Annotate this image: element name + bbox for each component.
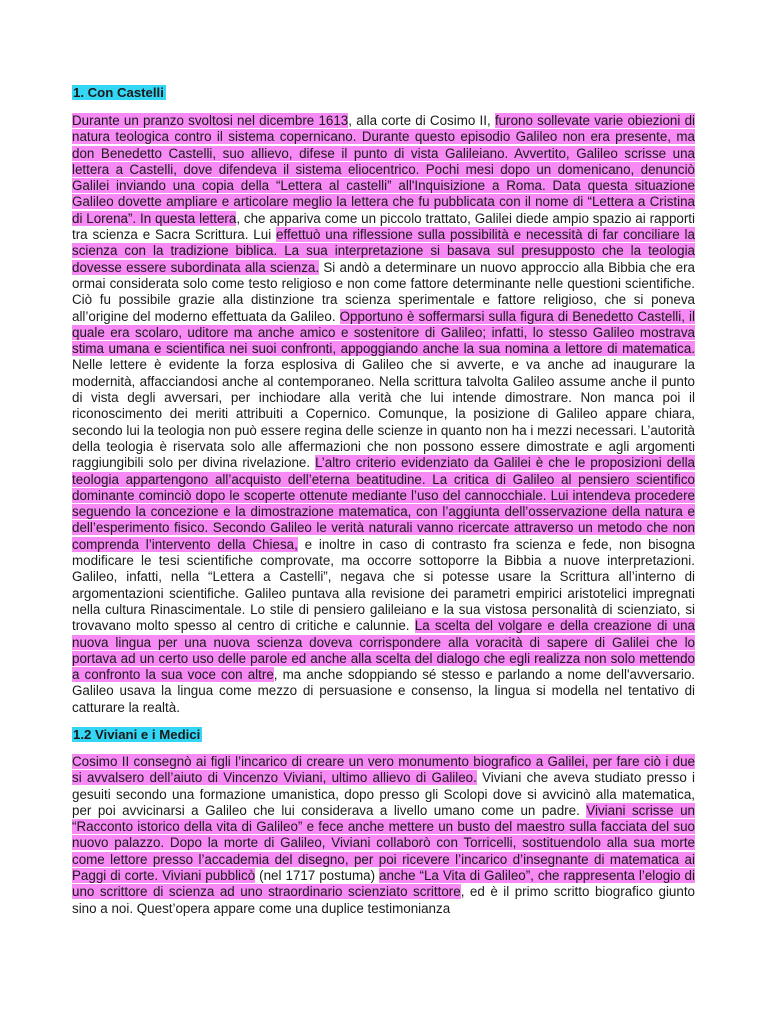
text-segment: , ed è il primo scritto biografico giunto sino a noi. Quest’opera appare come una duplice testimonianza: [72, 884, 695, 916]
highlighted-text: Viviani scrisse un “Racconto istorico della vita di Galileo” e fece anche mettere un busto del maestro sulla facciata del suo nuovo palazzo. Dopo la morte di Galileo, Viviani collaborò con Torricelli, sostituendolo alla sua morte come lettore presso l’accademia del disegno, per poi ricevere l’incarico d’insegnante di matematica ai Paggi di corte. Viviani pubblicò: [72, 802, 696, 884]
highlighted-text: anche “La Vita di Galileo”, che rappresenta l’elogio di uno scrittore di scienza ad uno straordinario scienziato scrittore: [72, 868, 695, 900]
section-heading: [72, 84, 695, 102]
text-segment: Nelle lettere è evidente la forza esplosiva di Galileo che si avverte, e va anche ad inaugurare la modernità, affacciandosi anche al contemporaneo. Nella scrittura talvolta Galileo assume anche il punto di vista degli avversari, per inchiodare alla verità che lui intende dimostrare. Non manca poi il riconoscimento dei meriti attribuiti a Copernico. Comunque, la posizione di Galileo appare chiara, secondo lui la teologia non può essere regina delle scienze in quanto non ha i mezzi necessari. L’autorità della teologia è riservata solo alle affermazioni che non possono essere dimostrate e agli argomenti raggiungibili solo per divina rivelazione.: [72, 357, 695, 471]
text-segment: Si andò a determinare un nuovo approccio alla Bibbia che era ormai considerata solo come testo religioso e non come fattore determinante nelle questioni scientifiche. Ciò fu possibile grazie alla distinzione tra scienza sperimentale e fattore religioso, che si poneva all’origine del moderno effettuata da Galileo.: [72, 259, 695, 324]
text-segment: (nel 1717 postuma): [255, 868, 380, 884]
section-heading: [72, 726, 695, 744]
section-paragraph: [72, 754, 695, 917]
text-segment: , alla corte di Cosimo II,: [348, 113, 495, 128]
heading-highlight: 1. Con Castelli: [73, 85, 164, 100]
section-paragraph: [72, 113, 695, 716]
text-segment: e inoltre in caso di contrasto fra scienza e fede, non bisogna modificare le tesi scientifiche comprovate, ma occorre sottoporre la Bibbia a nuove interpretazioni. Galileo, infatti, nella “Lettera a Castelli”, negava che si potesse usare la Scrittura all’interno di argomentazioni scientifiche. Galileo puntava alla revisione dei parametri empirici aristotelici impregnati nella cultura Rinascimentale. Lo stile di pensiero galileiano e la sua vistosa personalità di scienziato, si trovavano molto spesso al centro di critiche e calunnie.: [72, 536, 695, 634]
highlighted-text: Cosimo II consegnò ai figli l’incarico di creare un vero monumento biografico a Galilei, per fare ciò i due si avvalsero dell’aiuto di Vincenzo Viviani, ultimo allievo di Galileo.: [72, 753, 695, 786]
highlighted-text: Durante un pranzo svoltosi nel dicembre 1613: [72, 113, 349, 128]
highlighted-text: furono sollevate varie obiezioni di natura teologica contro il sistema copernicano. Durante questo episodio Galileo non era presente, ma don Benedetto Castelli, suo allievo, difese il punto di vista Galileiano. Avvertito, Galileo scrisse una lettera a Castelli, dove difendeva il sistema eliocentrico. Pochi mesi dopo un domenicano, denunciò Galilei inviando una copia della “Lettera al castelli” all'Inquisizione a Roma. Data questa situazione Galileo dovette ampliare e articolare meglio la lettera che fu pubblicata con il nome di “Lettera a Cristina di Lorena”. In questa lettera: [72, 113, 695, 226]
heading-highlight: 1.2 Viviani e i Medici: [73, 726, 201, 742]
text-segment: , ma anche sdoppiando sé stesso e parlando a nome dell'avversario. Galileo usava la lingua come mezzo di persuasione e consenso, la lingua si modella nel tentativo di catturare la realtà.: [72, 667, 696, 715]
highlighted-text: La scelta del volgare e della creazione di una nuova lingua per una nuova scienza doveva corrispondere alla voracità di sapere di Galilei che lo portava ad un certo uso delle parole ed anche alla scelta del dialogo che egli realizza non solo mettendo a confronto la sua voce con altre: [72, 618, 695, 683]
text-segment: Viviani che aveva studiato presso i gesuiti secondo una formazione umanistica, dopo presso gli Scolopi dove si avvicinò alla matematica, per poi avvicinarsi a Galileo che lui considerava a livello umano come un padre.: [72, 770, 695, 818]
highlighted-text: Opportuno è soffermarsi sulla figura di Benedetto Castelli, il quale era scolaro, uditore ma anche amico e sostenitore di Galileo; infatti, lo stesso Galileo mostrava stima umana e scientifica nei suoi confronti, appoggiando anche la sua nomina a lettore di matematica.: [72, 308, 695, 357]
highlighted-text: L’altro criterio evidenziato da Galilei è che le proposizioni della teologia appartengono all’acquisto dell’eterna beatitudine. La critica di Galileo al pensiero scientifico dominante cominciò dopo le scoperte ottenute mediante l’uso del cannocchiale. Lui intendeva procedere seguendo la concezione e la dimostrazione matematica, con l’aggiunta dell’osservazione della natura e dell’esperimento fisico. Secondo Galileo le verità naturali vanno ricercate attraverso un metodo che non comprenda l’intervento della Chiesa,: [72, 455, 696, 552]
text-segment: , che appariva come un piccolo trattato, Galilei diede ampio spazio ai rapporti tra scienza e Sacra Scrittura. Lui: [72, 210, 695, 243]
highlighted-text: effettuò una riflessione sulla possibilità e necessità di far conciliare la scienza con la tradizione biblica. La sua interpretazione si basava sul presupposto che la teologia dovesse essere subordinata alla scienza.: [72, 227, 695, 275]
